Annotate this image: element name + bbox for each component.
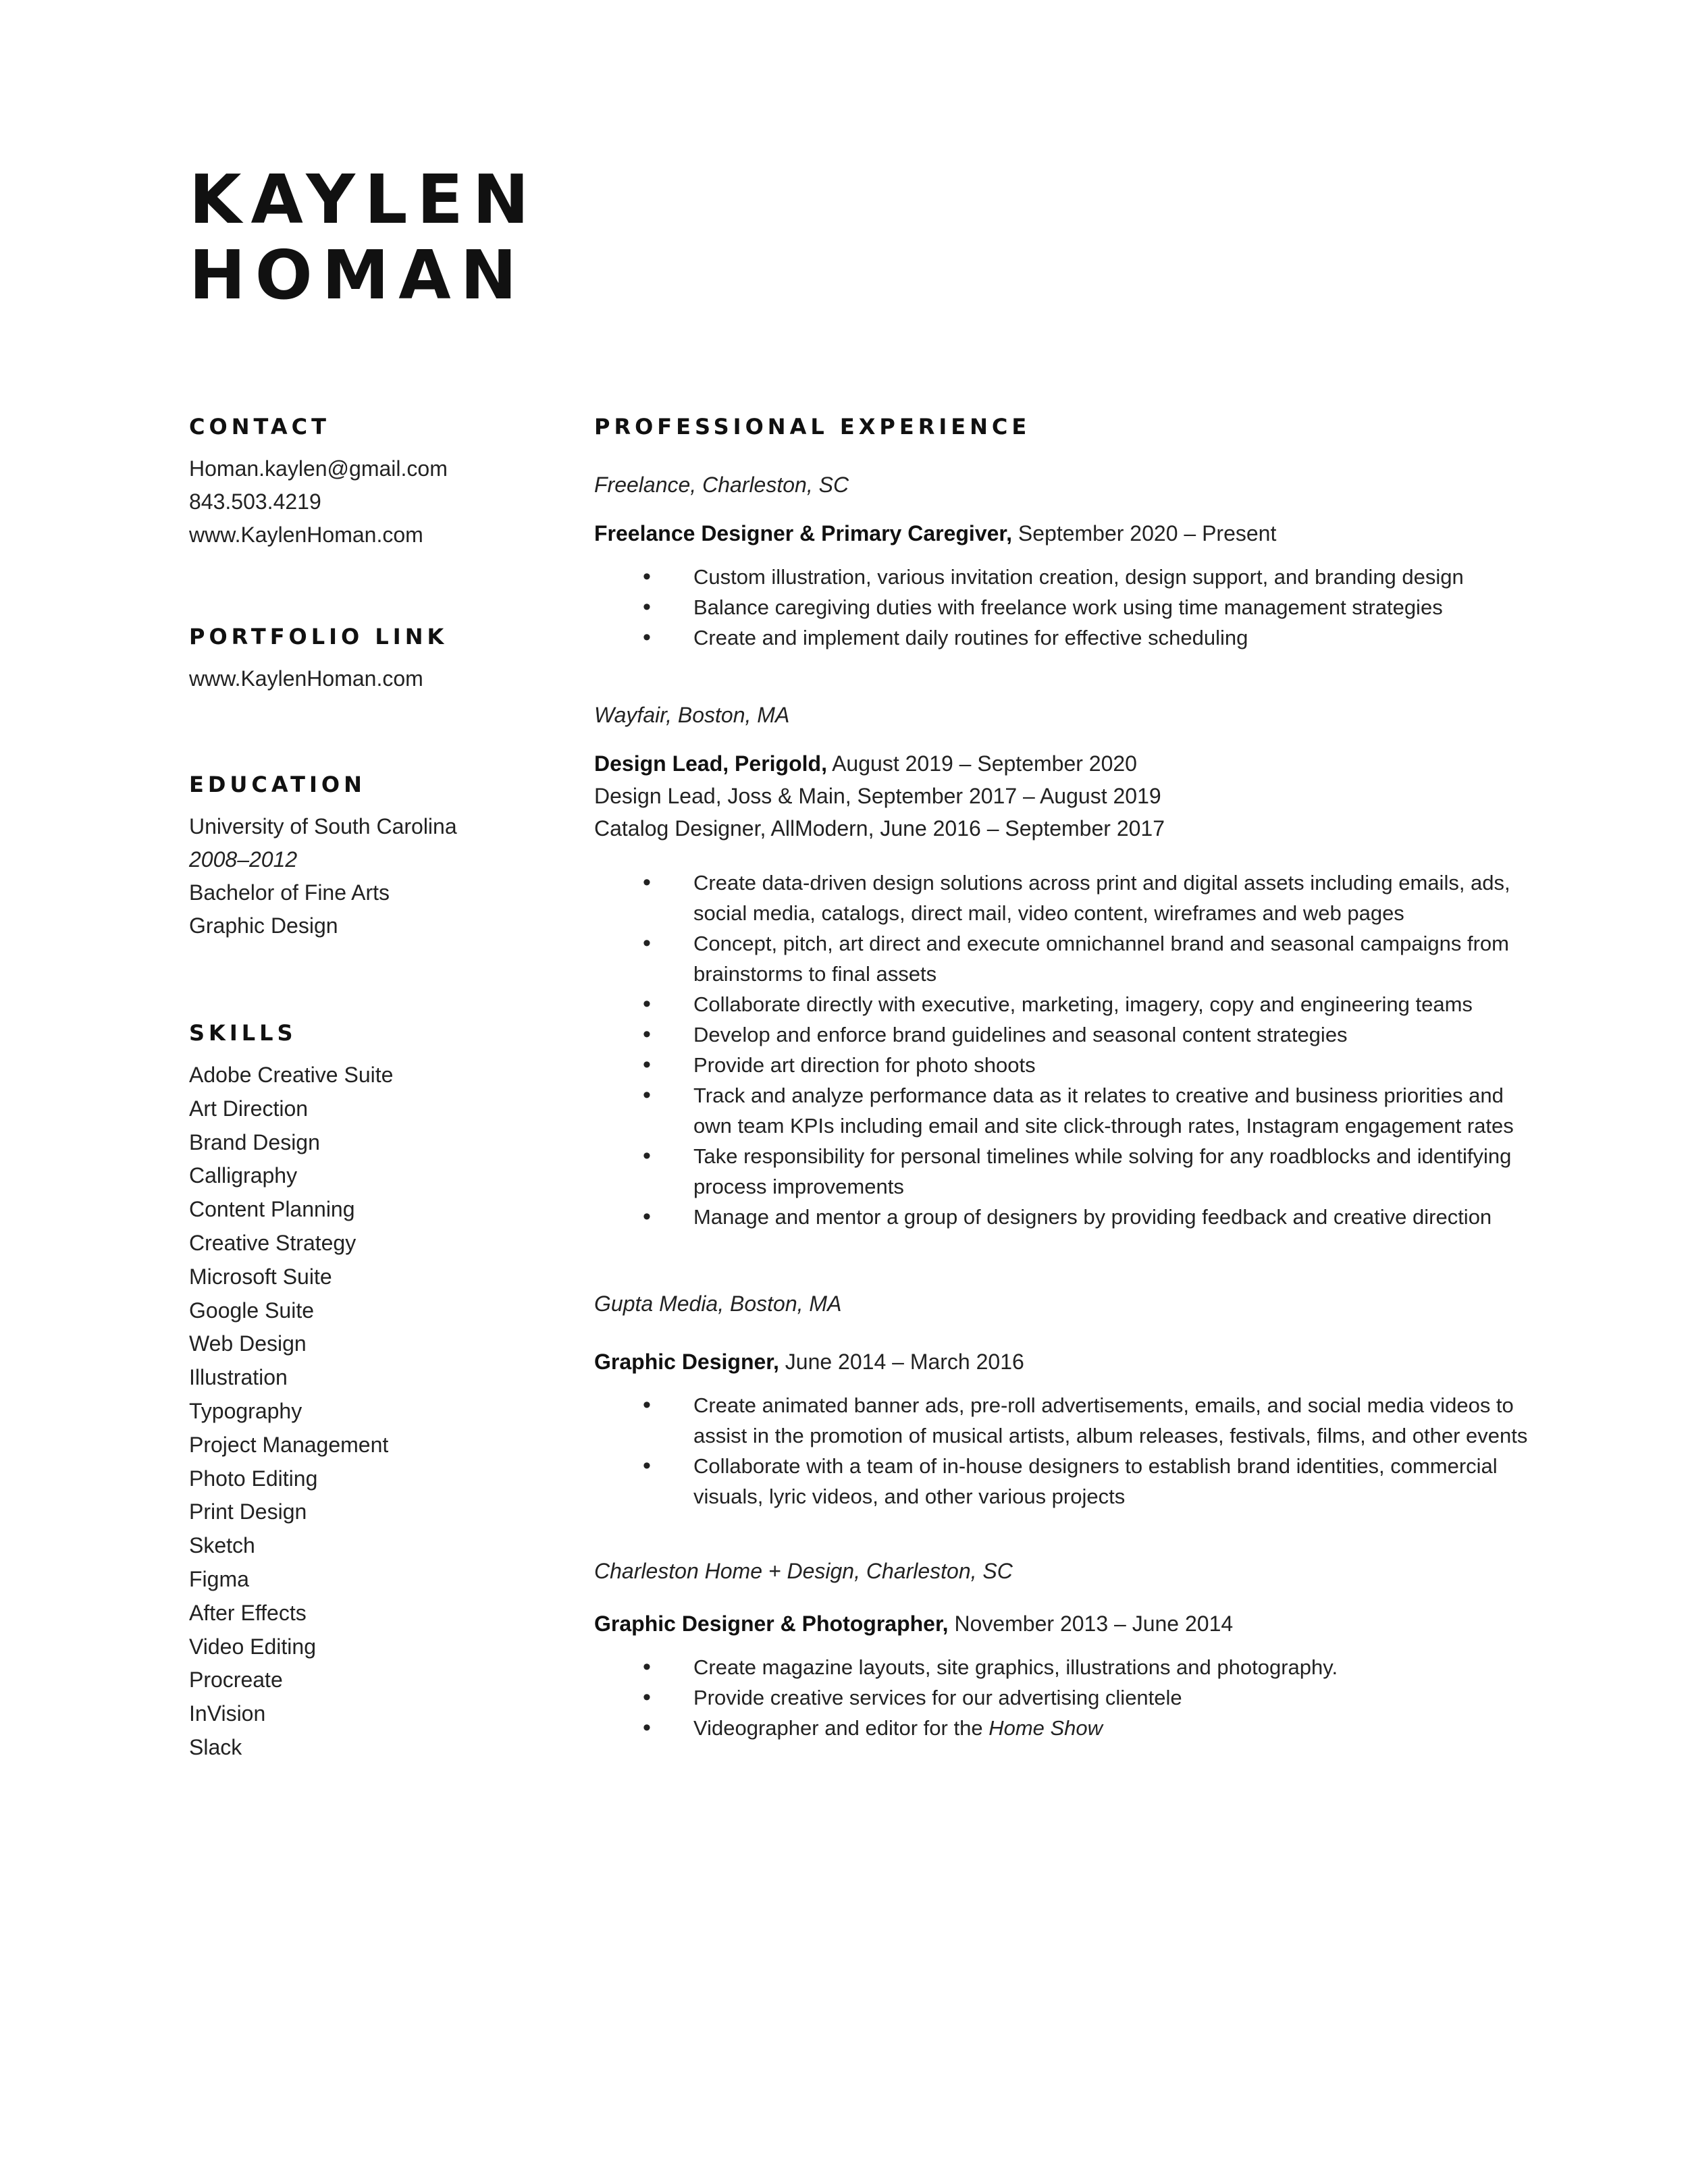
job-role-dates: Catalog Designer, AllModern, June 2016 – September 2017: [594, 816, 1165, 841]
list-item: • Videographer and editor for the Home Show: [594, 1713, 1539, 1743]
list-item: • Create and implement daily routines for effective scheduling: [594, 622, 1539, 653]
list-item: • Track and analyze performance data as it relates to creative and business priorities and own team KPIs including email and site click-through rates, Instagram engagement rates: [594, 1080, 1539, 1141]
education-school: University of South Carolina: [189, 814, 457, 838]
job-role-title: Freelance Designer & Primary Caregiver,: [594, 521, 1012, 545]
list-item: • Create magazine layouts, site graphics, illustrations and photography.: [594, 1652, 1539, 1682]
education-heading: EDUCATION: [189, 772, 366, 797]
last-name: HOMAN: [189, 236, 527, 315]
experience-heading: PROFESSIONAL EXPERIENCE: [594, 414, 1031, 440]
first-name: KAYLEN: [189, 160, 539, 239]
skill-item: Creative Strategy: [189, 1230, 357, 1255]
contact-section: [189, 413, 567, 552]
job-bullets: [594, 1390, 1539, 1512]
bullet-icon: •: [643, 1143, 651, 1169]
job-entry: [594, 701, 1539, 1232]
job-role-title: Design Lead, Perigold,: [594, 751, 827, 776]
job-role-dates: June 2014 – March 2016: [785, 1350, 1024, 1374]
skill-item: Calligraphy: [189, 1163, 298, 1188]
bullet-icon: •: [643, 870, 651, 895]
candidate-name: [189, 162, 538, 313]
job-entry: [594, 1557, 1539, 1743]
job-role: [594, 812, 1539, 845]
skills-section: [189, 1019, 567, 1765]
job-role-title: Graphic Designer,: [594, 1350, 779, 1374]
bullet-icon: •: [643, 624, 651, 650]
job-entry: [594, 471, 1539, 653]
list-item: • Provide creative services for our advertising clientele: [594, 1682, 1539, 1713]
bullet-icon: •: [643, 1392, 651, 1418]
bullet-icon: •: [643, 1453, 651, 1479]
bullet-icon: •: [643, 1082, 651, 1108]
job-role-dates: September 2020 – Present: [1018, 521, 1277, 545]
skill-item: Photo Editing: [189, 1466, 318, 1491]
bullet-icon: •: [643, 930, 651, 956]
skill-item: Procreate: [189, 1668, 283, 1693]
show-title: Home Show: [988, 1716, 1103, 1740]
contact-heading: CONTACT: [189, 414, 330, 440]
skill-item: Brand Design: [189, 1129, 320, 1154]
contact-email[interactable]: Homan.kaylen@gmail.com: [189, 456, 448, 481]
list-item: • Concept, pitch, art direct and execute omnichannel brand and seasonal campaigns from brainstorms to final assets: [594, 928, 1539, 989]
list-item: • Manage and mentor a group of designers by providing feedback and creative direction: [594, 1202, 1539, 1232]
education-major: Graphic Design: [189, 913, 338, 938]
bullet-icon: •: [643, 1654, 651, 1680]
bullet-icon: •: [643, 594, 651, 620]
job-role-title: Graphic Designer & Photographer,: [594, 1612, 949, 1636]
job-role: [594, 1346, 1539, 1378]
skill-item: Web Design: [189, 1331, 307, 1356]
job-role: [594, 1607, 1539, 1640]
list-item: • Create data-driven design solutions across print and digital assets including emails, ads, social media, catalogs, direct mail, video content, wireframes and web pages: [594, 868, 1539, 928]
skill-item: Sketch: [189, 1533, 255, 1558]
education-years: 2008–2012: [189, 847, 298, 872]
skill-item: Art Direction: [189, 1096, 309, 1121]
skill-item: Content Planning: [189, 1197, 355, 1222]
bullet-icon: •: [643, 991, 651, 1017]
bullet-icon: •: [643, 1204, 651, 1229]
job-bullets: [594, 868, 1539, 1232]
job-company: Wayfair, Boston, MA: [594, 703, 790, 727]
job-role: [594, 747, 1539, 780]
bullet-icon: •: [643, 1052, 651, 1077]
skill-item: Adobe Creative Suite: [189, 1063, 394, 1087]
portfolio-heading: PORTFOLIO LINK: [189, 624, 448, 649]
skill-item: InVision: [189, 1701, 266, 1726]
education-section: [189, 771, 567, 942]
list-item: • Collaborate with a team of in-house designers to establish brand identities, commercial visuals, lyric videos, and other various projects: [594, 1451, 1539, 1512]
list-item: • Develop and enforce brand guidelines and seasonal content strategies: [594, 1019, 1539, 1050]
job-role-dates: Design Lead, Joss & Main, September 2017 – August 2019: [594, 784, 1161, 808]
skill-item: Print Design: [189, 1499, 307, 1524]
contact-phone[interactable]: 843.503.4219: [189, 489, 321, 514]
skill-item: Illustration: [189, 1365, 288, 1390]
bullet-icon: •: [643, 1715, 651, 1740]
list-item: • Take responsibility for personal timelines while solving for any roadblocks and identifying process improvements: [594, 1141, 1539, 1202]
skill-item: Project Management: [189, 1432, 389, 1457]
job-company: Gupta Media, Boston, MA: [594, 1291, 842, 1316]
skills-heading: SKILLS: [189, 1020, 297, 1046]
contact-website[interactable]: www.KaylenHoman.com: [189, 523, 423, 547]
list-item: • Custom illustration, various invitation creation, design support, and branding design: [594, 562, 1539, 592]
skill-item: After Effects: [189, 1600, 307, 1625]
skill-item: Typography: [189, 1398, 302, 1423]
skills-list: [189, 1059, 567, 1765]
portfolio-link[interactable]: www.KaylenHoman.com: [189, 666, 423, 691]
job-role-dates: August 2019 – September 2020: [832, 751, 1137, 776]
list-item: • Provide art direction for photo shoots: [594, 1050, 1539, 1080]
job-entry: [594, 1290, 1539, 1512]
list-item: • Create animated banner ads, pre-roll advertisements, emails, and social media videos to assist in the promotion of musical artists, album releases, festivals, films, and other events: [594, 1390, 1539, 1451]
skill-item: Video Editing: [189, 1634, 316, 1659]
job-company: Charleston Home + Design, Charleston, SC: [594, 1559, 1013, 1583]
job-bullets: [594, 1652, 1539, 1743]
job-bullets: [594, 562, 1539, 653]
job-role-dates: November 2013 – June 2014: [954, 1612, 1234, 1636]
job-role: [594, 517, 1539, 550]
bullet-icon: •: [643, 564, 651, 589]
education-degree: Bachelor of Fine Arts: [189, 880, 390, 905]
skill-item: Google Suite: [189, 1298, 315, 1323]
list-item: • Collaborate directly with executive, marketing, imagery, copy and engineering teams: [594, 989, 1539, 1019]
job-company: Freelance, Charleston, SC: [594, 473, 849, 497]
portfolio-section: [189, 623, 567, 695]
bullet-icon: •: [643, 1021, 651, 1047]
bullet-icon: •: [643, 1684, 651, 1710]
skill-item: Slack: [189, 1734, 242, 1759]
skill-item: Figma: [189, 1566, 249, 1591]
experience-section: [594, 413, 1539, 1743]
sidebar: [189, 413, 567, 1765]
skill-item: Microsoft Suite: [189, 1264, 332, 1289]
list-item: • Balance caregiving duties with freelance work using time management strategies: [594, 592, 1539, 622]
job-role: [594, 780, 1539, 812]
